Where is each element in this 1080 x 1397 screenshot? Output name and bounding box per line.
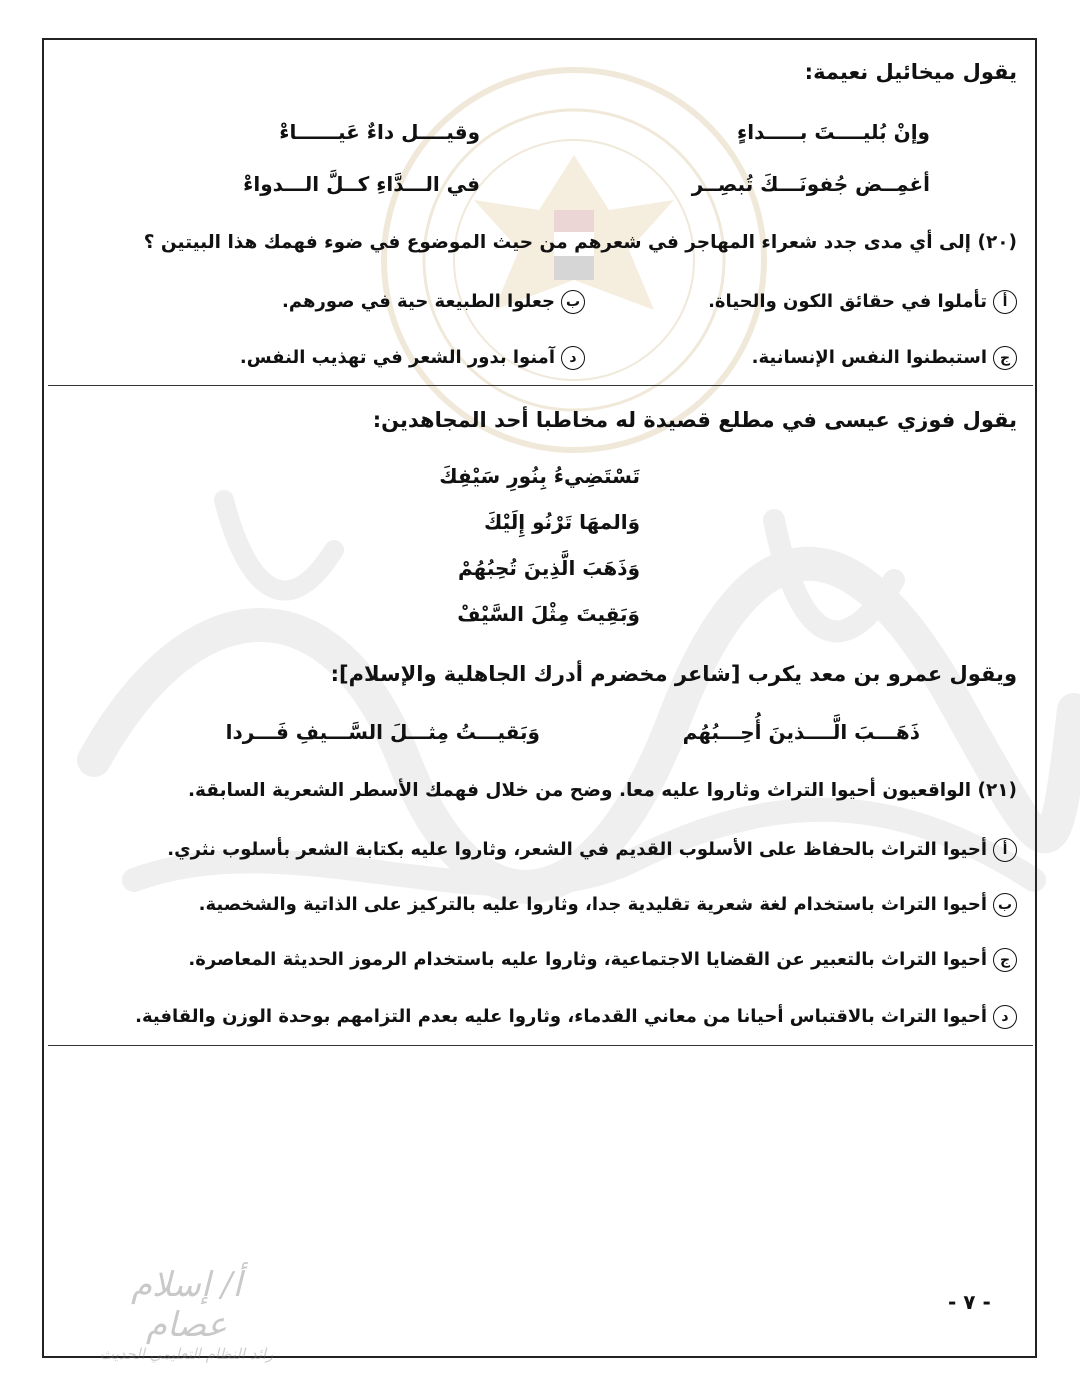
page-number: - ٧ - [948, 1290, 991, 1314]
q21-verse-left: وَبَقيـــتُ مِثـــلَ السَّـــيفِ فَـــردا [225, 720, 540, 744]
q20-option-d-text: آمنوا بدور الشعر في تهذيب النفس. [239, 347, 555, 368]
q20-verse1-right: وإنْ بُليــــتَ بـــــداءٍ [737, 120, 930, 144]
q21-option-a-text: أحيوا التراث بالحفاظ على الأسلوب القديم في الشعر، وثاروا عليه بكتابة الشعر بأسلوب نثري. [167, 839, 987, 860]
q21-intro2: ويقول عمرو بن معد يكرب [شاعر مخضرم أدرك الجاهلية والإسلام]: [330, 662, 1017, 686]
q21-poem-line-4: وَبَقِيتَ مِثْلَ السَّيْفْ [457, 602, 640, 626]
q20-verse1-left: وقيــــل داءٌ عَيــــــاءْ [279, 120, 480, 144]
q21-verse-right: ذَهَـــبَ الَّــــذينَ أُحِـــبُهُم [682, 720, 920, 744]
q21-option-c[interactable] [188, 948, 1017, 972]
q20-option-a[interactable] [708, 290, 1017, 314]
q21-option-b[interactable] [199, 893, 1017, 917]
option-d-marker: د [561, 346, 585, 370]
section-divider [48, 1045, 1033, 1046]
option-a-marker: أ [993, 838, 1017, 862]
q20-verse2-right: أغمِــض جُفونَـــكَ تُبصِــر [691, 172, 930, 196]
q20-verse2-left: في الـــدَّاءِ كــلَّ الـــدواءْ [243, 172, 480, 196]
signature-subtitle: رائد النظام التعليمي الحديث [99, 1345, 274, 1363]
q20-option-c-text: استبطنوا النفس الإنسانية. [751, 347, 987, 368]
q21-option-d[interactable] [135, 1005, 1017, 1029]
q20-option-b[interactable] [282, 290, 585, 314]
q21-poem-line-2: وَالمهَا تَرْنُو إِلَيْكَ [484, 510, 640, 534]
q21-intro1: يقول فوزي عيسى في مطلع قصيدة له مخاطبا أحد المجاهدين: [372, 408, 1017, 432]
option-c-marker: ج [993, 948, 1017, 972]
author-signature [94, 1265, 279, 1363]
q21-option-c-text: أحيوا التراث بالتعبير عن القضايا الاجتماعية، وثاروا عليه باستخدام الرموز الحديثة المعاصرة. [188, 949, 987, 970]
q21-option-a[interactable] [167, 838, 1017, 862]
page-frame [42, 38, 1037, 1363]
option-b-marker: ب [561, 290, 585, 314]
q20-option-a-text: تأملوا في حقائق الكون والحياة. [708, 291, 987, 312]
q21-option-b-text: أحيوا التراث باستخدام لغة شعرية تقليدية جدا، وثاروا عليه بالتركيز على الذاتية والشخصية. [198, 894, 987, 915]
q21-question: (٢١) الواقعيون أحيوا التراث وثاروا عليه معا. وضح من خلال فهمك الأسطر الشعرية السابقة. [188, 780, 1017, 801]
option-b-marker: ب [993, 893, 1017, 917]
q21-poem-line-3: وَذَهَبَ الَّذِينَ تُحِبُهُمْ [457, 556, 640, 580]
section-divider [48, 385, 1033, 386]
q20-intro: يقول ميخائيل نعيمة: [804, 60, 1017, 84]
q21-poem-line-1: تَسْتَضِيءُ بِنُورِ سَيْفِكَ [439, 464, 640, 488]
q21-option-d-text: أحيوا التراث بالاقتباس أحيانا من معاني القدماء، وثاروا عليه بعدم التزامهم بوحدة الوزن والقافية. [135, 1006, 987, 1027]
signature-name: أ/ إسلام عصام [131, 1265, 242, 1345]
q20-option-b-text: جعلوا الطبيعة حية في صورهم. [282, 291, 555, 312]
q20-question: (٢٠) إلى أي مدى جدد شعراء المهاجر في شعرهم من حيث الموضوع في ضوء فهمك هذا البيتين ؟ [143, 232, 1017, 253]
q20-option-d[interactable] [240, 346, 585, 370]
q20-option-c[interactable] [752, 346, 1017, 370]
option-d-marker: د [993, 1005, 1017, 1029]
option-c-marker: ج [993, 346, 1017, 370]
option-a-marker: أ [993, 290, 1017, 314]
